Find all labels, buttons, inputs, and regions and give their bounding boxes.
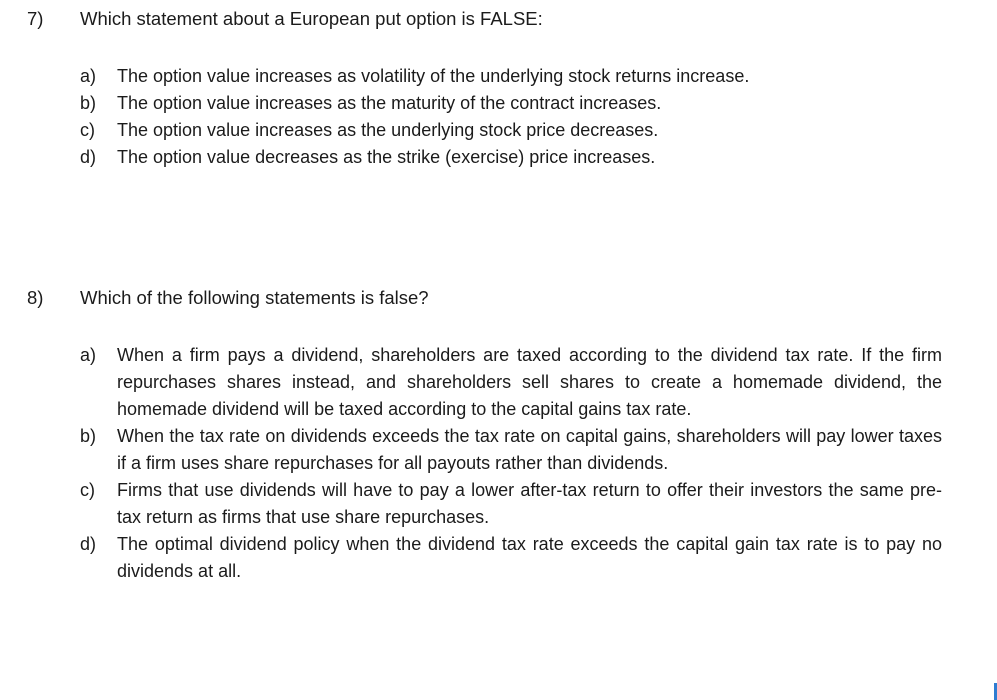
option-text: When the tax rate on dividends exceeds the tax rate on capital gains, shareholders will pay lower taxes if a firm uses share repurchases for all payouts rather than dividends.: [117, 426, 942, 473]
question-text: Which of the following statements is false?: [80, 287, 429, 308]
option-letter: c): [80, 480, 95, 500]
question-number: 7): [27, 8, 44, 29]
option-letter: c): [80, 120, 95, 140]
question-7: [0, 4, 997, 171]
question-8: [0, 283, 997, 585]
option-a: [80, 342, 942, 423]
answer-options: [0, 63, 942, 171]
question-header: [0, 283, 997, 317]
option-c: [80, 477, 942, 531]
question-header: [0, 4, 997, 38]
option-letter: a): [80, 66, 97, 86]
option-letter: d): [80, 147, 97, 167]
option-b: [80, 423, 942, 477]
question-number: 8): [27, 287, 44, 308]
option-letter: b): [80, 93, 97, 113]
option-a: [80, 63, 942, 90]
option-b: [80, 90, 942, 117]
option-c: [80, 117, 942, 144]
option-text: When a firm pays a dividend, shareholders are taxed according to the dividend tax rate. If the firm repurchases shares instead, and shareholders sell shares to create a homemade dividend, the homemade dividend will be taxed according to the capital gains tax rate.: [117, 345, 942, 419]
option-letter: a): [80, 345, 97, 365]
option-text: The option value decreases as the strike (exercise) price increases.: [117, 147, 656, 167]
option-text: The option value increases as volatility of the underlying stock returns increase.: [117, 66, 750, 86]
option-d: [80, 144, 942, 171]
option-text: Firms that use dividends will have to pay a lower after-tax return to offer their investors the same pre-tax return as firms that use share repurchases.: [117, 480, 942, 527]
option-letter: d): [80, 534, 97, 554]
option-text: The option value increases as the underlying stock price decreases.: [117, 120, 659, 140]
option-d: [80, 531, 942, 585]
option-text: The option value increases as the maturity of the contract increases.: [117, 93, 662, 113]
option-text: The optimal dividend policy when the dividend tax rate exceeds the capital gain tax rate is to pay no dividends at all.: [117, 534, 942, 581]
answer-options: [0, 342, 942, 585]
question-text: Which statement about a European put option is FALSE:: [80, 8, 543, 29]
option-letter: b): [80, 426, 97, 446]
